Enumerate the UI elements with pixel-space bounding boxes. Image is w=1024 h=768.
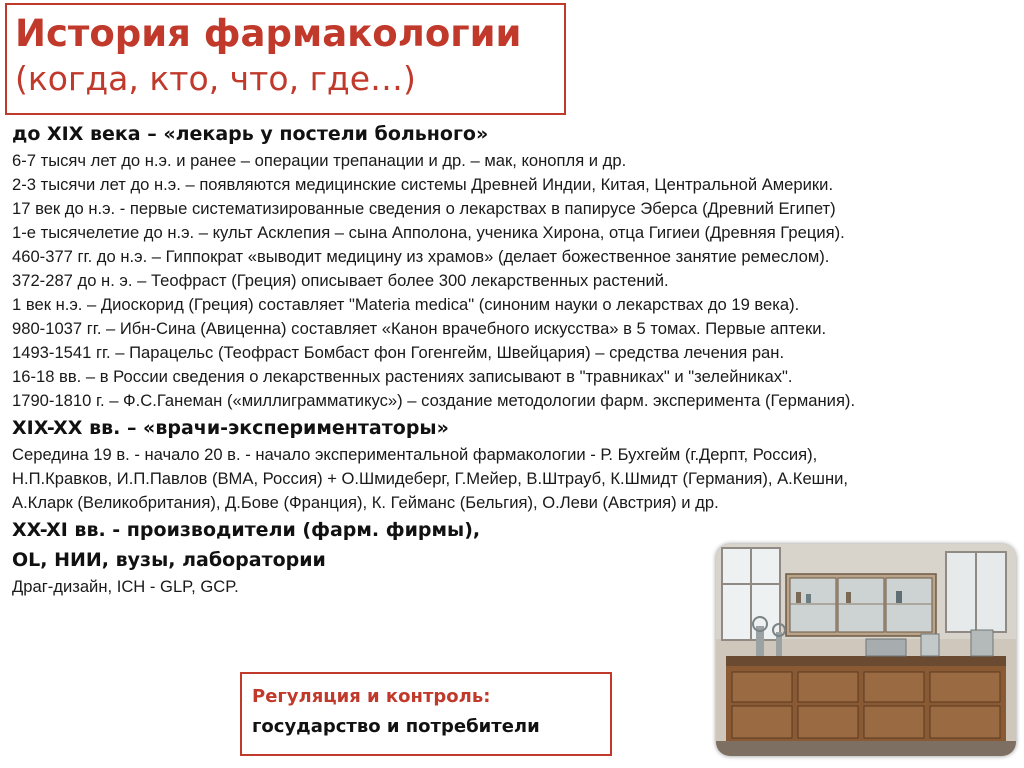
laboratory-photo: [716, 544, 1016, 756]
timeline-line: 980-1037 гг. – Ибн-Сина (Авиценна) составляет «Канон врачебного искусства» в 5 томах. Первые аптеки.: [12, 319, 827, 338]
timeline-line: 17 век до н.э. - первые систематизированные сведения о лекарствах в папирусе Эберса (Древний Египет): [12, 199, 836, 218]
timeline-line: А.Кларк (Великобритания), Д.Бове (Франция), К. Гейманс (Бельгия), О.Леви (Австрия) и др.: [12, 493, 719, 512]
timeline-line: 1 век н.э. – Диоскорид (Греция) составляет "Materia medica" (синоним науки о лекарствах до 19 века).: [12, 295, 800, 314]
timeline-line: 16-18 вв. – в России сведения о лекарственных растениях записывают в "травниках" и "зелейниках".: [12, 367, 793, 386]
timeline-line: 1790-1810 г. – Ф.С.Ганеман («миллиграмматикус») – создание методологии фарм. эксперимента (Германия).: [12, 391, 856, 410]
content-body: [12, 119, 1017, 599]
timeline-line: 372-287 до н. э. – Теофраст (Греция) описывает более 300 лекарственных растений.: [12, 271, 669, 290]
regulation-box: [240, 672, 612, 756]
page-subtitle: (когда, кто, что, где…): [15, 59, 416, 98]
page-title: История фармакологии: [15, 12, 522, 55]
regulation-title: Регуляция и контроль:: [252, 686, 491, 707]
timeline-line: 1493-1541 гг. – Парацельс (Теофраст Бомбаст фон Гогенгейм, Швейцария) – средства лечения ран.: [12, 343, 785, 362]
timeline-line: 460-377 гг. до н.э. – Гиппократ «выводит медицину из храмов» (делает божественное занятие ремеслом).: [12, 247, 830, 266]
section-heading-pre-19th: до XIX века – «лекарь у постели больного»: [12, 123, 489, 145]
timeline-line: 2-3 тысячи лет до н.э. – появляются медицинские системы Древней Индии, Китая, Центральной Америки.: [12, 175, 834, 194]
timeline-line: Середина 19 в. - начало 20 в. - начало экспериментальной фармакологии - Р. Бухгейм (г.Дерпт, Россия),: [12, 445, 818, 464]
timeline-line: 6-7 тысяч лет до н.э. и ранее – операции трепанации и др. – мак, конопля и др.: [12, 151, 627, 170]
timeline-line: 1-е тысячелетие до н.э. – культ Асклепия – сына Апполона, ученика Хирона, отца Гигиеи (Древняя Греция).: [12, 223, 845, 242]
section-heading-19-20th: XIX-XX вв. – «врачи-экспериментаторы»: [12, 417, 449, 439]
timeline-line: Драг-дизайн, ICH - GLP, GCP.: [12, 577, 239, 596]
section-heading-modern: XX-XI вв. - производители (фарм. фирмы),: [12, 519, 481, 541]
section-heading-modern-2: OL, НИИ, вузы, лаборатории: [12, 549, 326, 571]
timeline-line: Н.П.Кравков, И.П.Павлов (ВМА, Россия) + О.Шмидеберг, Г.Мейер, В.Штрауб, К.Шмидт (Германия), А.Кешни,: [12, 469, 849, 488]
regulation-text: государство и потребители: [252, 716, 540, 737]
title-box: [5, 3, 566, 115]
